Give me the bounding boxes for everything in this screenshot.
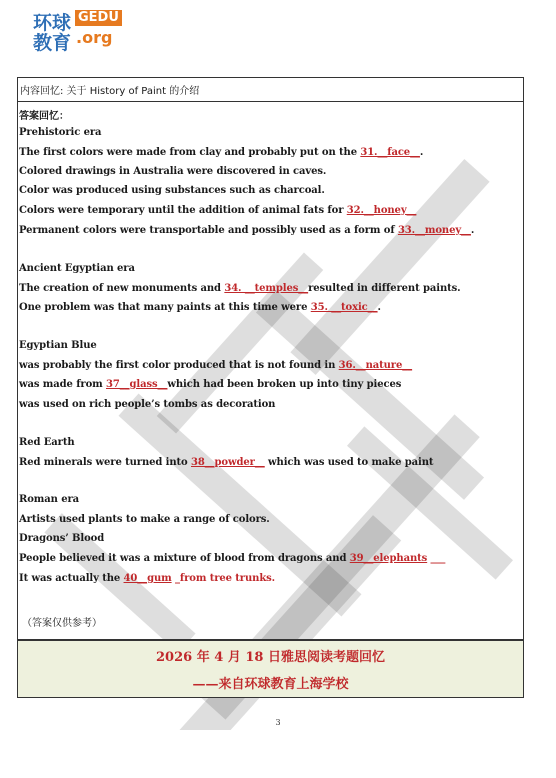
line-text-after: . bbox=[377, 302, 381, 313]
line-text: Ancient Egyptian era bbox=[19, 263, 135, 274]
line-text-after: which was used to make paint bbox=[264, 457, 434, 468]
answer-line bbox=[19, 437, 75, 448]
line-text: Artists used plants to make a range of colors. bbox=[19, 514, 270, 525]
answers-title: 答案回忆： bbox=[19, 111, 69, 122]
line-text-after: . bbox=[419, 147, 424, 158]
line-text: was made from bbox=[19, 379, 106, 390]
line-text: People believed it was a mixture of blood from dragons and bbox=[19, 553, 350, 564]
answer-value: 36.__nature__ bbox=[338, 360, 413, 371]
line-text-after: ___ bbox=[427, 553, 446, 564]
answer-line bbox=[19, 340, 97, 351]
line-text: Color was produced using substances such as charcoal. bbox=[19, 185, 325, 196]
logo-text-line1: 环球 bbox=[33, 12, 72, 34]
answer-line bbox=[19, 379, 401, 390]
line-text: was probably the first color produced that is not found in bbox=[19, 360, 339, 371]
line-text-after: . bbox=[470, 225, 475, 236]
line-text: Roman era bbox=[19, 494, 80, 505]
line-text-after: resulted in different paints. bbox=[308, 283, 461, 294]
answer-line bbox=[19, 533, 104, 544]
answer-line bbox=[19, 185, 325, 196]
line-text-after: _from tree trunks. bbox=[171, 573, 276, 584]
answer-value: 34. __temples__ bbox=[224, 283, 309, 294]
logo-domain: .org bbox=[76, 28, 113, 47]
reference-note: （答案仅供参考） bbox=[22, 618, 102, 629]
answer-line bbox=[19, 553, 445, 564]
content-label: 内容回忆: 关于 History of Paint 的介绍 bbox=[20, 86, 200, 97]
answer-line bbox=[19, 263, 135, 274]
line-text: Egyptian Blue bbox=[19, 340, 97, 351]
footer-source-line: ——来自环球教育上海学校 bbox=[192, 677, 349, 692]
answer-line bbox=[19, 166, 326, 177]
gedu-logo bbox=[33, 8, 123, 54]
answer-value: 32.__honey__ bbox=[346, 205, 417, 216]
line-text: Colored drawings in Australia were discovered in caves. bbox=[19, 166, 327, 177]
line-text: Dragons’ Blood bbox=[19, 533, 105, 544]
line-text: The creation of new monuments and bbox=[19, 283, 225, 294]
line-text: Colors were temporary until the addition of animal fats for bbox=[19, 205, 347, 216]
answer-value: 39__elephants bbox=[349, 553, 428, 564]
line-text: was used on rich people’s tombs as decoration bbox=[19, 399, 276, 410]
line-text: Red Earth bbox=[19, 437, 75, 448]
answer-value: 31.__face__ bbox=[360, 147, 420, 158]
answer-value: 38__powder__ bbox=[191, 457, 265, 468]
answer-line bbox=[19, 225, 474, 236]
answer-line bbox=[19, 302, 381, 313]
line-text: Prehistoric era bbox=[19, 127, 102, 138]
answer-line bbox=[19, 147, 423, 158]
answer-line bbox=[19, 514, 270, 525]
answer-value: 37__glass__ bbox=[106, 379, 168, 390]
line-text: Permanent colors were transportable and possibly used as a form of bbox=[19, 225, 398, 236]
answer-value: 35. __toxic__ bbox=[310, 302, 378, 313]
content-header-row bbox=[18, 78, 523, 102]
answer-line bbox=[19, 360, 412, 371]
line-text: One problem was that many paints at this time were bbox=[19, 302, 311, 313]
answer-line bbox=[19, 457, 433, 468]
page-number: 3 bbox=[275, 718, 281, 727]
line-text: Red minerals were turned into bbox=[19, 457, 192, 468]
footer-box bbox=[17, 640, 524, 698]
logo-badge: GEDU bbox=[75, 10, 122, 26]
line-text: The first colors were made from clay and probably put on the bbox=[19, 147, 361, 158]
footer-date-line: 2026 年 4 月 18 日雅思阅读考题回忆 bbox=[156, 650, 385, 665]
answer-line bbox=[19, 399, 275, 410]
answer-value: 33.__money__ bbox=[397, 225, 471, 236]
answer-line bbox=[19, 127, 101, 138]
answer-line bbox=[19, 283, 461, 294]
answer-line bbox=[19, 205, 416, 216]
logo-text-line2: 教育 bbox=[33, 32, 72, 54]
answer-line bbox=[19, 573, 275, 584]
line-text: It was actually the bbox=[19, 573, 124, 584]
line-text-after: which had been broken up into tiny pieces bbox=[167, 379, 402, 390]
answer-line bbox=[19, 494, 79, 505]
answer-value: 40__gum bbox=[123, 573, 172, 584]
